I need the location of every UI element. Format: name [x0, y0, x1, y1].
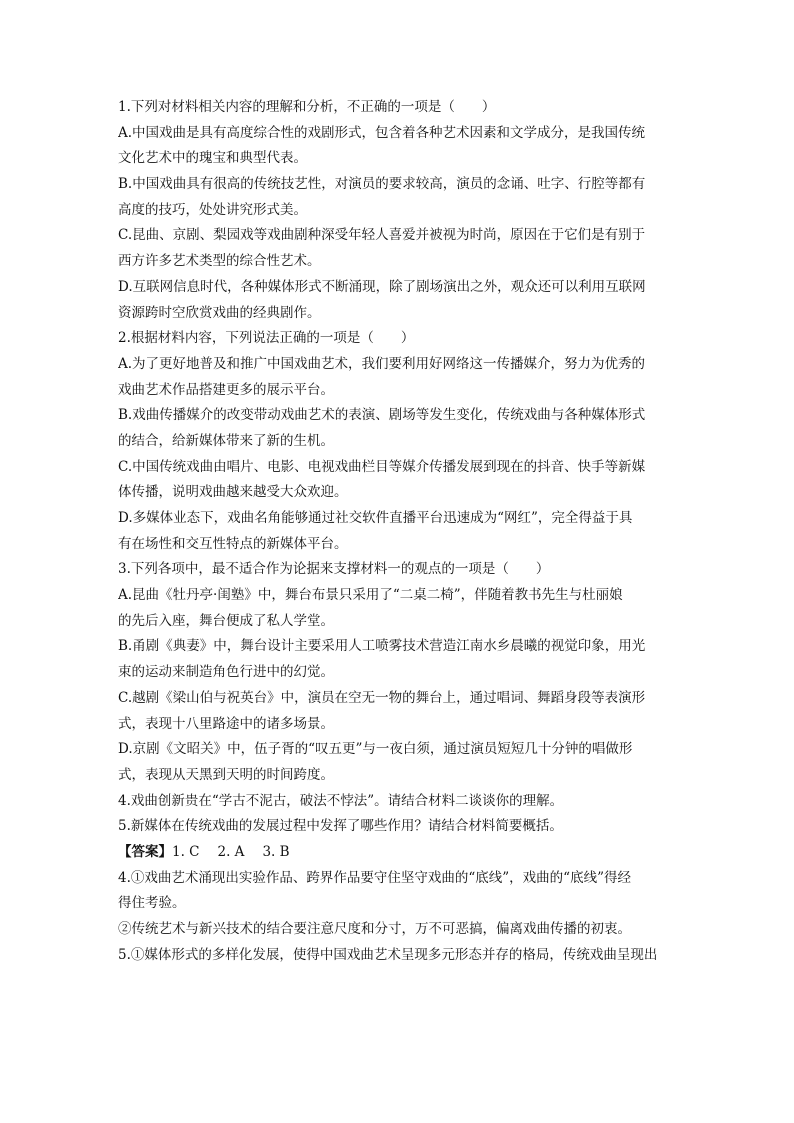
question-1-option-b-cont: 高度的技巧，处处讲究形式美。 [118, 201, 307, 218]
question-2-option-c-cont: 体传播，说明戏曲越来越受大众欢迎。 [118, 484, 348, 501]
question-2-option-a-cont: 戏曲艺术作品搭建更多的展示平台。 [118, 381, 334, 398]
question-5-stem: 5.新媒体在传统戏曲的发展过程中发挥了哪些作用？请结合材料简要概括。 [118, 818, 563, 835]
answer-item-1: 1. C [172, 843, 200, 860]
question-3-option-c: C.越剧《梁山伯与祝英台》中，演员在空无一物的舞台上，通过唱词、舞蹈身段等表演形 [118, 689, 646, 706]
answer-item-3: 3. B [262, 843, 290, 860]
answer-4-point-1-cont: 得住考验。 [118, 895, 186, 912]
question-3-option-a-cont: 的先后入座，舞台便成了私人学堂。 [118, 612, 334, 629]
question-3-option-c-cont: 式，表现十八里路途中的诸多场景。 [118, 715, 334, 732]
answer-5-point-1: 5.①媒体形式的多样化发展，使得中国戏曲艺术呈现多元形态并存的格局，传统戏曲呈现出 [118, 946, 658, 963]
question-1-option-c-cont: 西方许多艺术类型的综合性艺术。 [118, 253, 321, 270]
question-3-option-d: D.京剧《文昭关》中，伍子胥的“叹五更”与一夜白须，通过演员短短几十分钟的唱做形 [118, 741, 633, 758]
question-1-option-b: B.中国戏曲具有很高的传统技艺性，对演员的要求较高，演员的念诵、吐字、行腔等都有 [118, 176, 646, 193]
question-2-option-a: A.为了更好地普及和推广中国戏曲艺术，我们要利用好网络这一传播媒介，努力为优秀的 [118, 355, 646, 372]
question-3-option-b-cont: 束的运动来制造角色行进中的幻觉。 [118, 664, 334, 681]
question-1-stem: 1.下列对材料相关内容的理解和分析，不正确的一项是（ ） [118, 99, 496, 115]
question-2-option-d-cont: 有在场性和交互性特点的新媒体平台。 [118, 535, 348, 552]
question-1-option-d-cont: 资源跨时空欣赏戏曲的经典剧作。 [118, 304, 321, 321]
question-2-option-b-cont: 的结合，给新媒体带来了新的生机。 [118, 432, 334, 449]
answer-item-2: 2. A [217, 843, 245, 860]
question-1-option-a-cont: 文化艺术中的瑰宝和典型代表。 [118, 150, 307, 167]
answer-key-line [118, 840, 684, 866]
question-3-option-b: B.甬剧《典妻》中，舞台设计主要采用人工喷雾技术营造江南水乡晨曦的视觉印象，用光 [118, 638, 646, 655]
question-3-option-d-cont: 式，表现从天黑到天明的时间跨度。 [118, 766, 334, 783]
question-2-option-d: D.多媒体业态下，戏曲名角能够通过社交软件直播平台迅速成为“网红”，完全得益于具 [118, 510, 633, 526]
answer-4-point-2: ②传统艺术与新兴技术的结合要注意尺度和分寸，万不可恶搞，偏离戏曲传播的初衷。 [118, 921, 631, 937]
question-4-stem: 4.戏曲创新贵在“学古不泥古，破法不悖法”。请结合材料二谈谈你的理解。 [118, 792, 564, 809]
answer-label: 【答案】 [118, 843, 172, 860]
question-2-option-c: C.中国传统戏曲由唱片、电影、电视戏曲栏目等媒介传播发展到现在的抖音、快手等新媒 [118, 458, 646, 475]
question-1-option-a: A.中国戏曲是具有高度综合性的戏剧形式，包含着各种艺术因素和文学成分，是我国传统 [118, 124, 646, 141]
question-2-stem: 2.根据材料内容，下列说法正确的一项是（ ） [118, 330, 415, 347]
question-1-option-d: D.互联网信息时代，各种媒体形式不断涌现，除了剧场演出之外，观众还可以利用互联网 [118, 278, 646, 295]
question-3-stem: 3.下列各项中，最不适合作为论据来支撑材料一的观点的一项是（ ） [118, 561, 550, 578]
document-page [118, 95, 684, 968]
question-1-option-c: C.昆曲、京剧、梨园戏等戏曲剧种深受年轻人喜爱并被视为时尚，原因在于它们是有别于 [118, 227, 646, 244]
question-3-option-a: A.昆曲《牡丹亭·闺塾》中，舞台布景只采用了“二桌二椅”，伴随着教书先生与杜丽娘 [118, 587, 623, 604]
question-2-option-b: B.戏曲传播媒介的改变带动戏曲艺术的表演、剧场等发生变化，传统戏曲与各种媒体形式 [118, 407, 646, 424]
answer-4-point-1: 4.①戏曲艺术涌现出实验作品、跨界作品要守住坚守戏曲的“底线”，戏曲的“底线”得经 [118, 869, 631, 886]
